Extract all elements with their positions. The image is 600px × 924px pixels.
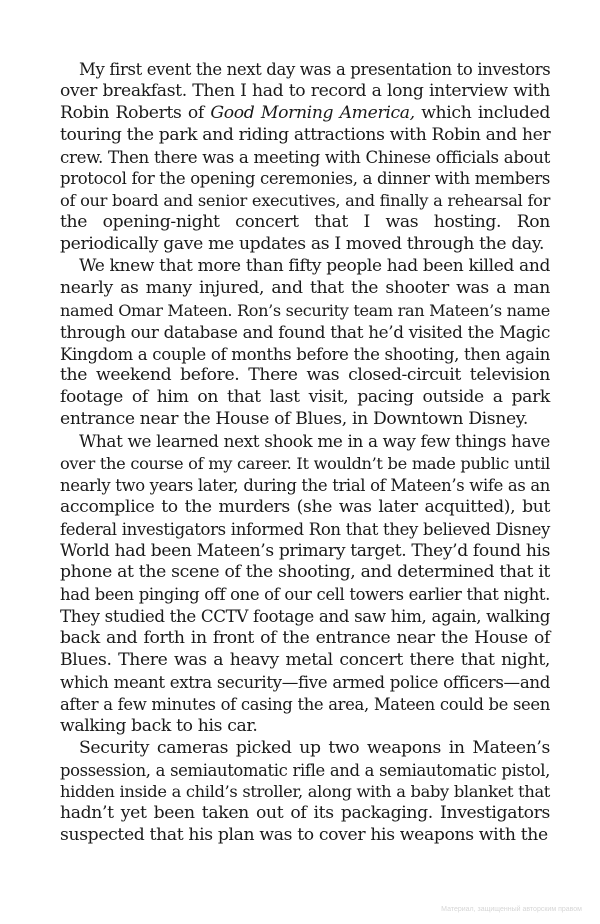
text-line: back and forth in front of the entrance near the House of [60,628,550,649]
text-line: entrance near the House of Blues, in Downtown Disney. [60,409,528,430]
text-line: My first event the next day was a presentation to investors [79,60,551,79]
copyright-watermark: Материал, защищенный авторским правом [441,906,582,913]
text-line: periodically gave me updates as I moved through the day. [60,234,545,255]
text-line: possession, a semiautomatic rifle and a semiautomatic pistol, [60,760,550,780]
text-line: the opening-night concert that I was hosting. Ron [60,212,550,233]
text-line: Security cameras picked up two weapons in Mateen’s [79,737,550,758]
text-line: Kingdom a couple of months before the shooting, then again [60,344,550,364]
paragraph [60,59,550,256]
text-line: crew. Then there was a meeting with Chinese officials about [60,147,550,167]
text-line: hidden inside a child’s stroller, along with a baby blanket that [60,782,550,802]
text-line: through our database and found that he’d visited the Magic [60,321,550,342]
text-line: had been pinging off one of our cell towers earlier that night. [60,585,550,605]
text-line: protocol for the opening ceremonies, a dinner with members [60,169,550,189]
text-line: touring the park and riding attractions with Robin and her [60,124,551,145]
text-line: named Omar Mateen. Ron’s security team ran Mateen’s name [60,300,550,320]
text-line: accomplice to the murders (she was later acquitted), but [60,496,550,517]
text-line: Robin Roberts of Good Morning America, which included [60,102,550,123]
paragraph [60,431,550,737]
text-line: Blues. There was a heavy metal concert there that night, [60,650,550,671]
text-line: World had been Mateen’s primary target. They’d found his [60,540,550,561]
text-line: What we learned next shook me in a way few things have [79,431,551,452]
text-line: of our board and senior executives, and finally a rehearsal for [60,191,550,211]
text-line: the weekend before. There was closed-circuit television [60,365,550,386]
book-page-text [60,59,550,847]
text-line: They studied the CCTV footage and saw him, again, walking [60,607,550,627]
paragraph [60,256,550,431]
text-line: suspected that his plan was to cover his weapons with the [60,825,548,846]
text-line: footage of him on that last visit, pacing outside a park [60,387,550,408]
book-title-italic: Good Morning America, [210,102,415,123]
paragraph [60,738,550,847]
text-line: federal investigators informed Ron that they believed Disney [60,519,550,539]
text-line: which meant extra security—five armed police officers—and [60,672,550,692]
text-line: nearly two years later, during the trial of Mateen’s wife as an [60,475,550,495]
text-line: over the course of my career. It wouldn’t be made public until [60,454,550,474]
text-line: over breakfast. Then I had to record a long interview with [60,80,550,101]
text-line: after a few minutes of casing the area, Mateen could be seen [60,694,550,714]
text-line: phone at the scene of the shooting, and determined that it [60,562,550,583]
text-line: hadn’t yet been taken out of its packaging. Investigators [60,803,550,824]
text-line: walking back to his car. [60,715,258,736]
text-line: nearly as many injured, and that the shooter was a man [60,277,550,298]
text-line: We knew that more than fifty people had been killed and [79,256,550,277]
